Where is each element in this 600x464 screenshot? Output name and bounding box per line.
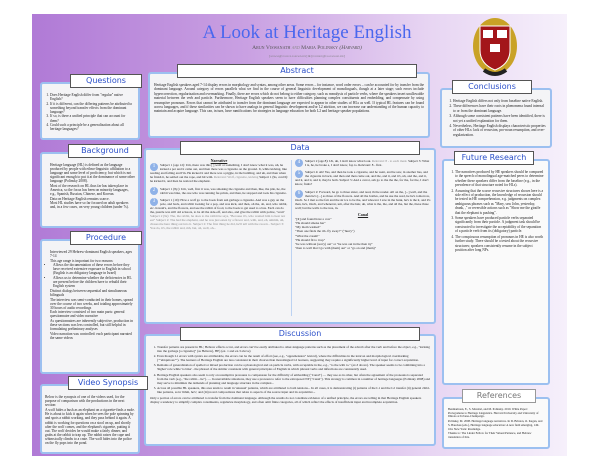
entry-number: 6 [295, 190, 303, 198]
video-intro: Below is the synopsis of one of the videos used, for the purpose of comparison with the productions in the next section: [45, 395, 125, 408]
conclusion-item: 2. These differences have their roots in phenomena found internal to or from the dominant language. [453, 104, 546, 113]
discussion-item: 4. Heritage English speakers also seem to rely on resumptive pronouns to compensate for the difficulty of embedding ("Canal") — they use as in other, but often the agreement of the pronouns is separated from the verb (e.g., "the rabbit... he"). — In unavailable situations, they use a pronoun to refer to the extraposed NP ("Canal"). This strategy is common in a number of heritage languages (Polinsky 2008) and may serve to minimize the demands of planning and language structure in the complex... [157, 373, 430, 385]
procedure-heading: Procedure [70, 231, 142, 245]
questions-heading: Questions [70, 74, 142, 88]
future-item: 4. The conspicuous resumption of pronouns in HE is also worth further study. There should be a tested about the recursive structures; speakers consistently resume in the subject position after long NPs. [455, 235, 544, 253]
discussion-item: 2. Even though L1 errors with syntax are attributable, the errors can be the result of effort (see, e.g., "apprehension" lexical), where the difficulties in the lexicon and morphological overmarking (""ubiquitous""). The learners of Heritage English are less consistent in their choices than monolingual L2 learners, suggesting they require a significantly higher level of input for correct acquisition. [157, 354, 430, 362]
future-research-heading: Future Research [454, 151, 534, 165]
canal-line: "he was without (sorry) out" or "he was out in the then try" [295, 241, 373, 246]
entry-note: Relevant: Wolf, cigarette, kicking [213, 175, 259, 180]
question-item: 4. Could such a principle be a generalization about all heritage languages? [50, 123, 135, 131]
entry-extra: Subject 3: What I is, he, he broke a, I don't know, fop to. Relevant: 8 - first. [305, 159, 430, 168]
discussion-panel [144, 334, 436, 446]
procedure-item: • Each interview consisted of two main parts: general questionnaire and video narrative [50, 310, 135, 318]
data-panel [144, 148, 436, 324]
discussion-heading: Discussion [180, 327, 420, 341]
questions-panel [40, 82, 140, 140]
entry-extra: Subject 2 (9s): The, the rabbit, he does to the rabbit he says, "Because it's, who wanted him to hear not eat" Subject 2: The had the elephant, and he was just eaten by a flower and, with, and, eh, ummm, uh, chases me here thing out into it. Subject 2: The first thing he did, he'll tell with the sword... Subject 3: You do, it's, the rabbit and, mh, but, oh, well, oh... [150, 214, 286, 231]
video-synopsis-panel [40, 384, 140, 454]
canal-line: "He should smoke her" [295, 221, 326, 226]
discussion-closing: Only a portion of errors can be attributed to transfer from the dominant language. Although the results do not constitute evidence of a unified principle, the errors are telling in that Heritage English speakers display a tendency to simplify complex constituents, regularize morphology, and often omit finite categories, all of which reflect the effects of insufficient input and incomplete acquisition. [150, 396, 422, 405]
procedure-item: • The interview was semi-conducted in their homes, spread over the course of two weeks, and totaling approximately 30 hours of audio recordings [50, 298, 135, 310]
future-item: 3. Some speakers have produced particle verbs separated significantly from their particle. A judgment task should be constructed to investigate the acceptability of the separation of a particle verb from its (obligatory) particle. [455, 216, 544, 234]
entry-number: 3 [150, 198, 158, 206]
narrative-title: Narrative [210, 159, 228, 163]
future-research-panel [442, 159, 550, 385]
abstract-panel [148, 72, 430, 138]
entry-text: Subject 4: Ah! Yes, and then he took a cigarette, and he went, and he saw, in another bus, and the cigarette in back, and then and then came out, and the, and it, and it's, uh, and the, and it, and it, and it, and it, they're both. [295, 170, 428, 183]
background-item: • Data on Heritage English remains scarce. [50, 197, 135, 201]
future-item: 2. Assuming that the scarce recursive structures shown here is a side effect of production, the knowledge of recursion should be tested in HE comprehension, e.g. judgments on complex ambiguous phrases such as "Mary, saw John, yesterday, drank, ," or reversible actions such as "Show me the giraffe that the elephant is pushing". [455, 189, 544, 215]
references-panel [442, 397, 550, 449]
poster [32, 14, 567, 456]
background-panel [40, 152, 140, 228]
entry-text: Subject 2 (age 8): Uh, uh, I don't know what look. [305, 159, 372, 163]
data-entry [295, 159, 431, 167]
entry-extra: Subject 1 (9s, cont'd): he kicked it, and then he noticed the elephant. [150, 175, 288, 184]
video-body: A wolf hides a bush as an elephant on a cigarette-finds a mole. He is about to kick it again when he sees the pole spinning by and spots a rabbit working, and they pass behind it again. A rabbit is working for questions on a stool on up, and shortly after the wolf comes, and the elephant's cigarette, putting it out. The wolf decides he would make a fairly dinner, and grabs at the rabbit to trap up. The rabbit raises the cape and whimsically climbs to a crate. The wolf hides into the police on the fly pops into the pond. [45, 408, 135, 446]
procedure-item: • Video narration was controlled: each participant narrated the same videos [50, 332, 135, 340]
procedure-item: • As questionnaires are inherently subjective, production in these sections was less controlled, but still helpful in formulating preliminary analyses [50, 319, 135, 331]
data-entry [295, 190, 431, 210]
background-item: • Most HL studies have so far focused on adult speakers and, in a few cases, on very young children (under 7s). [50, 201, 135, 209]
data-entry [150, 198, 288, 231]
entry-number: 1 [150, 163, 158, 171]
data-heading: Data [180, 141, 420, 155]
canal-line: "[It] and found have a cow" [295, 217, 332, 222]
acknowledgements: Thanks to: The Linder Fellow for Their Valued Patience, and Hebrew translation of this. [448, 431, 532, 439]
data-left-column [150, 159, 288, 319]
discussion-item: 5. Across all possible HL speakers, this area tends to result in 'unusual' patterns, which are attributed to both tensions... In all cases, it is demonstrating (i) patterns of the L1 and the L2 transfer (ii) general child-like patterns, as in 'mhm, he's', and (iii) novel compositions that relate to aspects of the source input and its acquisitive... [157, 386, 430, 394]
author-and: and [291, 45, 300, 51]
conclusions-panel [440, 88, 552, 148]
procedure-panel [40, 239, 140, 374]
background-heading: Background [68, 144, 142, 158]
abstract-heading: Abstract [177, 64, 417, 78]
canal-line: "He should fit to it up" [295, 237, 326, 242]
entry-text: Subject 1 (age 12): Um, there was this [ ] wolf or something, I don't know what it was, uh, he kicked a pot and it came out, and then there was a cigarette on the ground. It, while kicking, like reading and falling and I'm. He kicked it and there was a piggie, in the building, and uh, and then when he finish it, he settled out the rope, and hit with. [150, 163, 287, 180]
canal-line: "What the cream!" [295, 233, 320, 238]
author-emails: [aviswan@college.harvard.edu] & [polinsky@fas.harvard.edu] [268, 54, 346, 58]
canal-title: Canal [357, 212, 369, 218]
author-2: Maria Polinsky [301, 45, 338, 51]
entry-text: Subject 2: Forward, he go to three sister, and read, th the reader. All on the, [...] well, and the then he's [...] as three of the flowers. And all the bottles, and he use the read, he he's tomorrow, Ouch. So I met so the fair and the sir ice to be the, and whoever I saw in the bank, he's is the it, and it's then, he's, Ouch, and whenever, um, after the hair, uh, what is the, the, and all the, but the, these three wall; but the walls to the tree, in. [295, 189, 431, 210]
discussion-item: 3. Remains of generalization of spelled or mixed production can be a phonological and on particle verbs, with acceptable in the, e.g., "to the with to." (ex.3 above). The speaker seems to be combining into a 'higher' role while 'to bike' - the phrasal of the similar consistent with general principles of English in which phrasal verbs and inflections are consistently used. [157, 363, 430, 371]
entry-number: 2 [150, 187, 158, 195]
reference-item: Benmamoun, E., S. Montrul, and M. Polinsky. 2010. White Paper: Prolegomena to Heritage Linguistics. Harvard University and University of Illinois at Urbana-Champaign. [448, 407, 539, 419]
data-entry [295, 170, 431, 186]
reference-item: Polinsky, M. 2008. Heritage language narratives. In D. Brinton, O. Kagan, and S. Bauckus (eds.), Heritage language education: A new field emerging, 149-164. New York: Routledge. [448, 419, 543, 431]
question-item: 2. If it is different, can the differing patterns be attributed to something beyond transfer effects from the dominant language? [50, 102, 135, 114]
conclusion-item: 1. Heritage English differs not only from baseline native English. [453, 99, 546, 103]
background-item: • Most of the research on HL thus far has taken place in America, so the focus has been on minority languages, e.g., Spanish, Russian, Chinese, and Korean. [50, 184, 135, 196]
video-synopsis-heading: Video Synopsis [68, 376, 148, 390]
entry-note: Subject 5: And a carrot, ash go to the the the, for the, for the, I don't know, fruits? [295, 178, 429, 187]
discussion-item: 1. Transfer patterns are present in HL; Hebrew effects occur, and errors can't be easily attributed to other-language patterns such as the placement of the adverb after the verb and before the object, e.g., "kicking into the garbage [a cigarette]" (as Hebrew), HE) (ex. 1 and ex.3 above) [157, 345, 430, 353]
question-item: 3. If so, is there a unified principle that can account for them? [50, 114, 135, 122]
procedure-item: • Allows us to determine whether the deficiencies in HL are present before the children have to rebuild their English system [53, 276, 135, 288]
conclusion-item: 4. Nevertheless, Heritage English displays characteristic properties of other HLs: lack of recursion, pro-noun resumption, and over-regularization. [453, 124, 546, 137]
column-divider [291, 160, 292, 316]
entry-note: Relevant: 8 - to each meal. [371, 159, 408, 163]
canal-line: "My mom washed" [295, 225, 321, 230]
entry-text: Subject 1 (10): How a wolf go to the book from ash garbage a cigarette. And was a guy on the pole, and back, and rabbit looking for a pop, and was kick, and then, oh the, oh, and, who rabbit, etc. hawaii's, and the flowers, and see the rabbit of food, to the book to get used to a bus. Each can do the, puzzle was still old scissors, to be all the side-off, and also, and give the rabbit with police, "scan" [150, 197, 288, 215]
conclusions-heading: Conclusions [452, 80, 532, 94]
entry-number: 4 [295, 159, 303, 167]
data-entry [150, 163, 288, 183]
institution: (Harvard) [339, 45, 362, 51]
author-1: Arun Viswanath [252, 45, 291, 51]
data-right-column [295, 159, 431, 319]
authors [162, 45, 452, 51]
entry-number: 5 [295, 170, 303, 178]
procedure-item: • Distinct dialogs between sequential and simultaneous bilinguals [50, 289, 135, 297]
entry-text: Subject 1 (8y.): Um, well, first it was, was smoking the cigarette and then, like, the pile, he, the rabbit was bike, the one who was running far-prints, and then, he stopped and took his cigarette. [160, 186, 287, 195]
data-entry [150, 187, 288, 195]
harvard-seal-logo [470, 16, 520, 78]
background-item: • Heritage language (HL) is defined as the language produced by people with ethno-linguistic affiliation to a language and some level of proficiency, but which is not significant enough to put it at the dominance of some other language (Polinsky 2008). [50, 163, 135, 183]
references-heading: References [462, 389, 536, 403]
canal-line: "then to wall that I go with (them) out" or "go on and (them)" [295, 245, 377, 250]
procedure-item: • This age range is important for two reasons: [50, 259, 135, 263]
procedure-item: • Allows the documentation of these errors before they have received extensive exposure to English in school (English is an obligatory language in Israel) [53, 263, 135, 275]
question-item: 1. Does Heritage English differ from "regular" native English? [50, 93, 135, 101]
poster-title: A Look at Heritage English [202, 22, 412, 43]
abstract-body: Heritage English speakers aged 7-14 display errors in morphology and syntax, among other areas. Some errors – for instance, word order errors – can be accounted for by transfer from the dominant language. Around category of errors parallels what we find in the course of general linguistic development of monolinguals, though at a later stage; such errors include hypercorrection, regularization and overmarking. Finally, there are errors which do not belong to either category, such as reanalysis of particle verbs, where the speakers insert unallowable material between the verb and particle. Furthermore, Heritage English speakers seem to have difficulties planning complex constituents and embedding, and compensate by using resumptive pronouns. Errors that cannot be attributed to transfer from the dominant language are expected to appear in other studies of HLs as well. If typical HL features can be found across languages, and if these similarities can be shown to have analogs in general linguistic development and/or L2 attrition, we can increase our understanding of the human capacity to maintain and acquire language. This can, in turn, have ramifications for strategies in language education for both L2 and heritage speaker populations. [154, 83, 424, 114]
canal-line: "Then one finds the rib- fly away?" ("hurry") [295, 229, 355, 234]
future-item: 1. The narratives produced by HE speakers should be compared to the speech of monolingual age-matched peers to determine whether these speakers differ from the baseline (e.g., in the prevalence of that structure noted for HLs). [455, 170, 544, 188]
procedure-item: • Interviewed 29 Hebrew-dominant English speakers, ages 7-14 [50, 250, 135, 258]
conclusion-item: 3. Although some consistent patterns have been identified, there is not yet a unified explanation for them. [453, 114, 546, 123]
